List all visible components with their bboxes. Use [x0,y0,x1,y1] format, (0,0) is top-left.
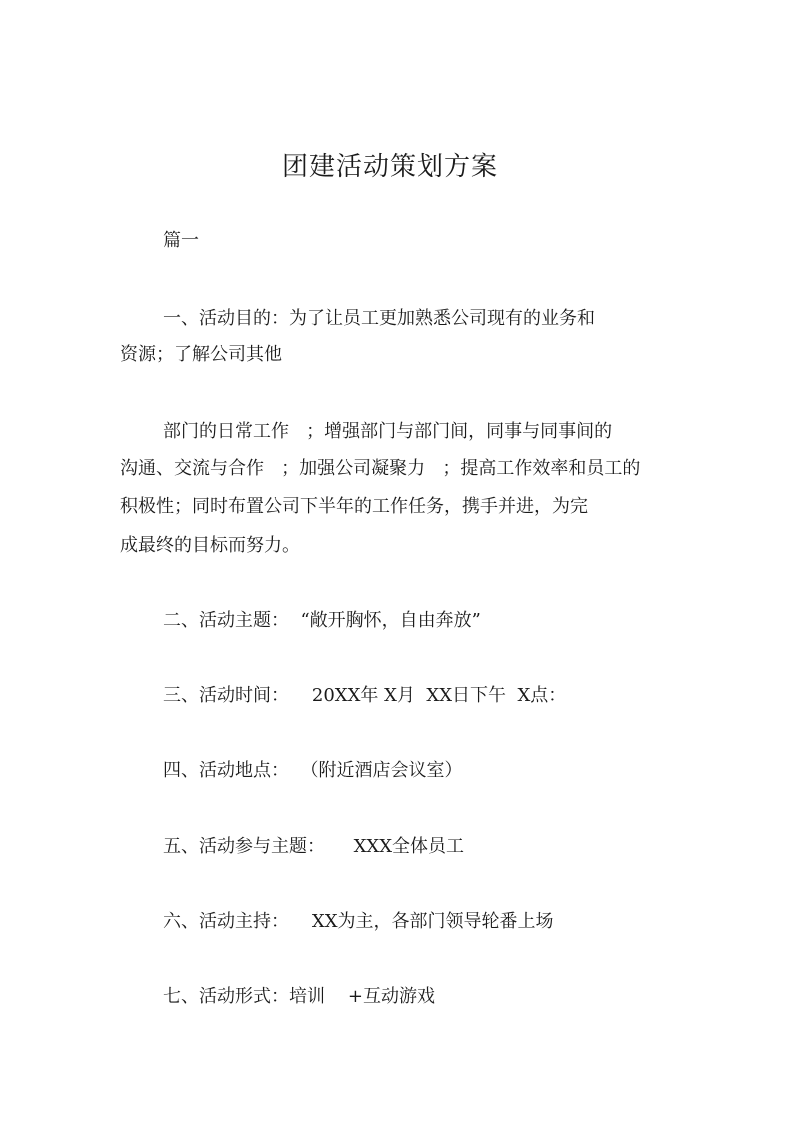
item-theme: 二、活动主题： “敞开胸怀，自由奔放” [163,610,481,631]
item-host: 六、活动主持： XX为主，各部门领导轮番上场 [163,911,554,932]
section-label: 篇一 [163,230,199,251]
paragraph-2-line-2: 沟通、交流与合作 ；加强公司凝聚力 ；提高工作效率和员工的 [120,458,641,479]
item-participants: 五、活动参与主题： XXX全体员工 [163,836,465,857]
item-location: 四、活动地点： （附近酒店会议室） [163,760,463,781]
paragraph-1-line-1: 一、活动目的：为了让员工更加熟悉公司现有的业务和 [163,308,595,329]
paragraph-2-line-4: 成最终的目标而努力。 [120,535,300,556]
paragraph-1-line-2: 资源；了解公司其他 [120,344,282,365]
item-format: 七、活动形式：培训 +互动游戏 [163,986,435,1007]
paragraph-2-line-1: 部门的日常工作 ；增强部门与部门间，同事与同事间的 [163,421,613,442]
paragraph-2-line-3: 积极性；同时布置公司下半年的工作任务，携手并进，为完 [120,496,588,517]
document-title: 团建活动策划方案 [281,152,498,182]
item-time: 三、活动时间： 20XX年 X月 XX日下午 X点： [163,685,567,706]
